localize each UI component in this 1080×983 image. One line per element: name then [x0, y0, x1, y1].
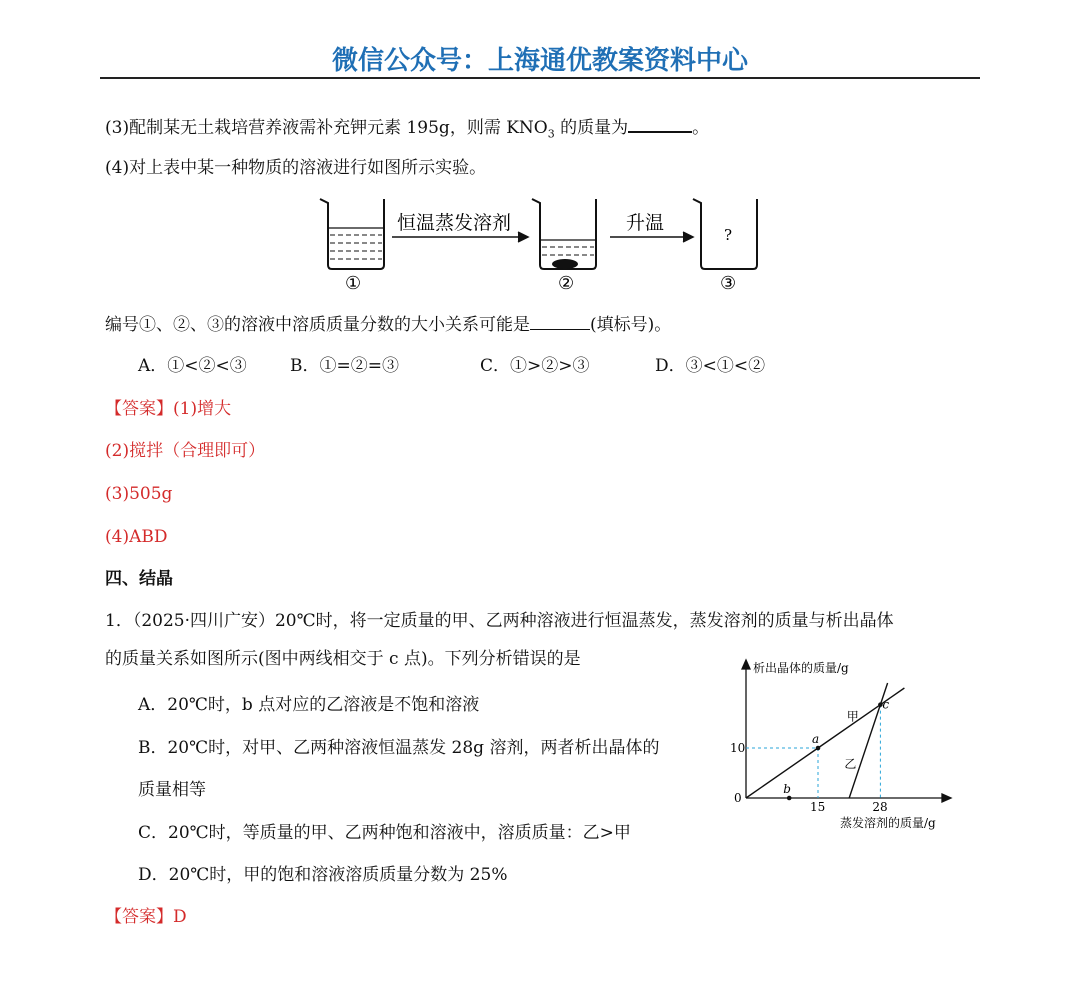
- beaker-label-3: ③: [720, 273, 737, 294]
- beaker-1: [320, 199, 384, 269]
- q4-question: [105, 313, 671, 336]
- arrow1-label: 恒温蒸发溶剂: [397, 212, 512, 234]
- series-label-yi: 乙: [844, 757, 857, 771]
- point-a: [816, 746, 821, 751]
- point-label-b: b: [783, 782, 791, 796]
- q4-question-text: 编号①、②、③的溶液中溶质质量分数的大小关系可能是: [105, 315, 530, 335]
- question-4: (4)对上表中某一种物质的溶液进行如图所示实验。: [105, 158, 487, 178]
- x-axis-arrow-icon: [942, 794, 951, 802]
- x-axis-label: 蒸发溶剂的质量/g: [840, 816, 936, 830]
- y-axis-label: 析出晶体的质量/g: [753, 661, 849, 675]
- y-axis-arrow-icon: [742, 660, 750, 669]
- unknown-mark: ?: [724, 226, 733, 244]
- answer-text: D: [173, 907, 187, 927]
- problem-line-1: 1．（2025·四川广安）20℃时，将一定质量的甲、乙两种溶液进行恒温蒸发，蒸发溶剂的质量与析出晶体: [105, 611, 894, 631]
- y-tick-label: 10: [730, 741, 746, 755]
- answer-text: (2)搅拌（合理即可）: [105, 441, 266, 461]
- point-label-c: c: [882, 697, 890, 712]
- x-tick-label: 28: [872, 800, 888, 814]
- beaker-label-1: ①: [345, 273, 362, 294]
- option-a: A．20℃时，b 点对应的乙溶液是不饱和溶液: [138, 695, 480, 715]
- beaker-label-2: ②: [558, 273, 575, 294]
- axes: [742, 660, 951, 802]
- x-tick-label: 0: [734, 791, 742, 805]
- q3-text-after: 的质量为: [554, 118, 629, 138]
- answer-2-line: [105, 906, 187, 928]
- answer-text: (4)ABD: [105, 527, 168, 547]
- q3-end: 。: [692, 118, 710, 138]
- arrow2-label: 升温: [626, 212, 665, 234]
- experiment-diagram: [300, 185, 780, 295]
- q4-question-end: (填标号)。: [590, 315, 672, 335]
- section-title: 四、结晶: [105, 569, 173, 589]
- answer-1-line: [105, 398, 231, 420]
- crystal-chart: [720, 655, 970, 835]
- option-d: D．③<①<②: [655, 356, 766, 376]
- q3-text: (3)配制某无土栽培营养液需补充钾元素 195g，则需 KNO: [105, 118, 548, 138]
- option-d: D．20℃时，甲的饱和溶液溶质质量分数为 25%: [138, 865, 508, 885]
- crystal-precipitate: [552, 259, 578, 269]
- point-label-a: a: [812, 732, 820, 746]
- option-c: C．20℃时，等质量的甲、乙两种饱和溶液中，溶质质量：乙>甲: [138, 823, 631, 843]
- point-b: [787, 796, 792, 801]
- option-b: B．①=②=③: [290, 356, 399, 376]
- answer-text: (3)505g: [105, 484, 173, 504]
- page-header-title: 微信公众号：上海通优教案资料中心: [331, 46, 748, 76]
- problem-line-2: 的质量关系如图所示(图中两线相交于 c 点)。下列分析错误的是: [105, 649, 581, 669]
- q3-subscript: 3: [547, 127, 555, 141]
- beaker-2: [532, 199, 596, 269]
- answer-blank: [628, 115, 692, 133]
- option-b: B．20℃时，对甲、乙两种溶液恒温蒸发 28g 溶剂，两者析出晶体的: [138, 738, 660, 758]
- answer-blank: [530, 313, 590, 330]
- option-b-cont: 质量相等: [138, 780, 206, 800]
- answer-label: 【答案】: [105, 399, 173, 419]
- header-rule: [100, 77, 980, 79]
- question-3: [105, 115, 709, 145]
- option-a: A．①<②<③: [138, 356, 247, 376]
- x-tick-label: 15: [810, 800, 826, 814]
- answer-text: (1)增大: [173, 399, 232, 419]
- series-label-jia: 甲: [846, 709, 859, 724]
- answer-label: 【答案】: [105, 907, 173, 927]
- option-c: C．①>②>③: [480, 356, 590, 376]
